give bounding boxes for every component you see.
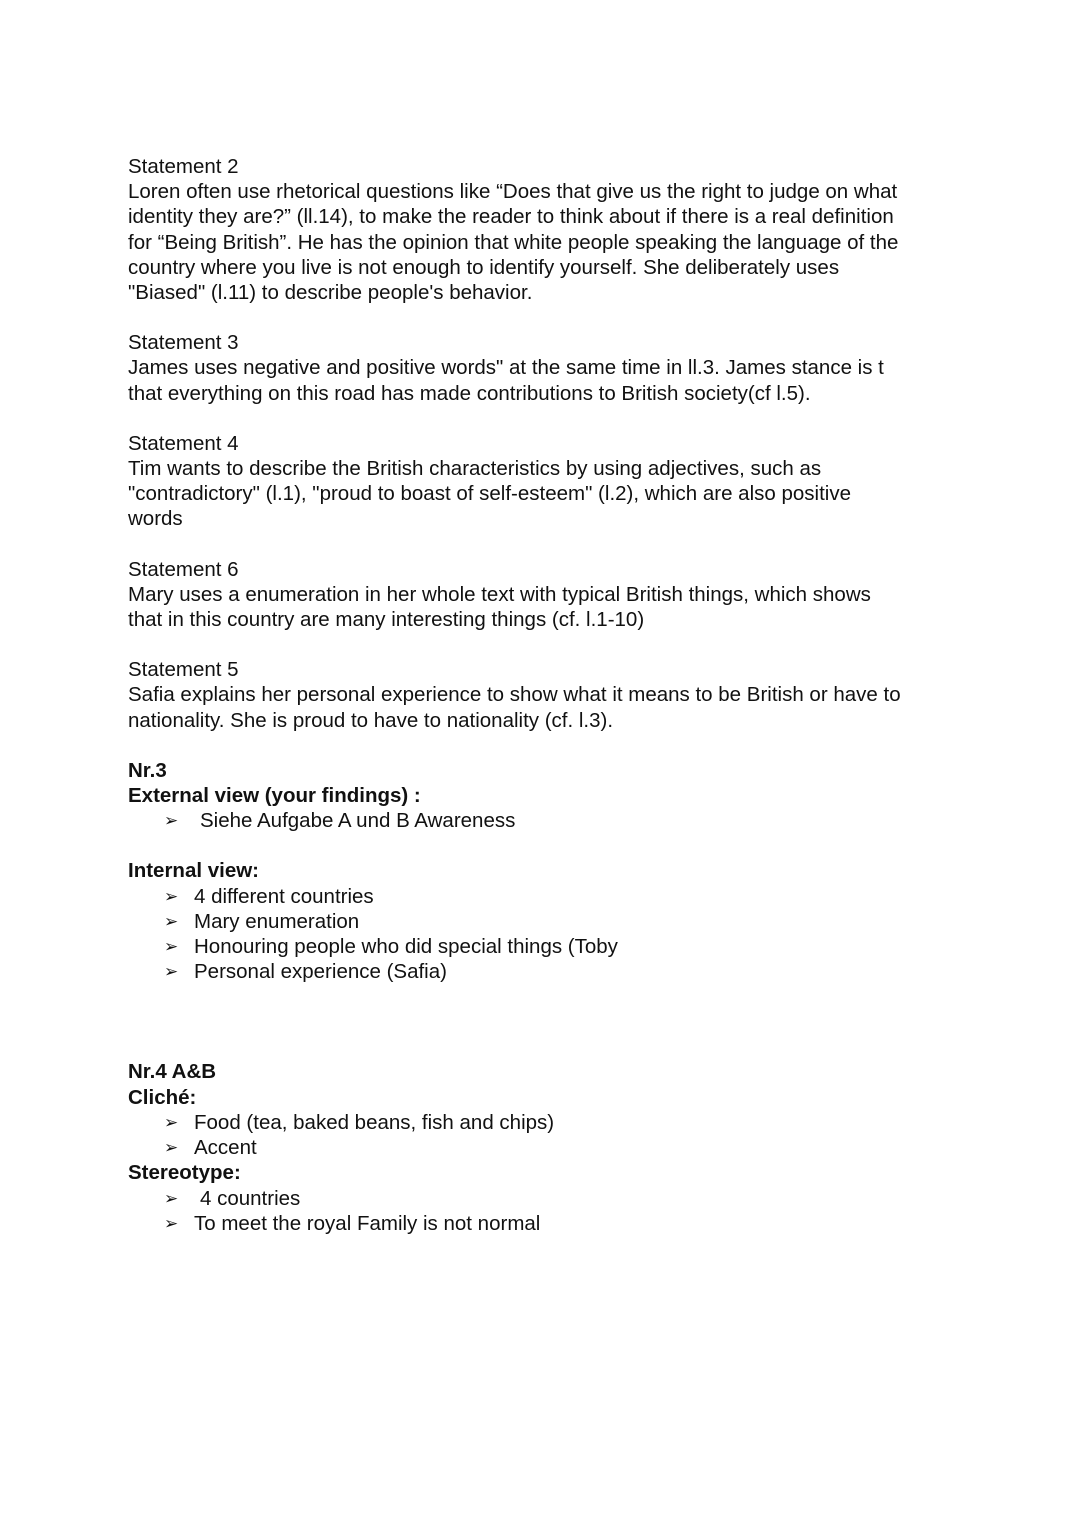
statement-line: Loren often use rhetorical questions like “Does that give us the right to judge on what bbox=[128, 180, 898, 204]
statement-3 bbox=[128, 330, 1008, 406]
statement-line: that in this country are many interesting things (cf. l.1-10) bbox=[128, 608, 645, 632]
list-item-text: Accent bbox=[194, 1136, 257, 1160]
list-item bbox=[128, 959, 1008, 984]
statement-title: Statement 3 bbox=[128, 331, 239, 355]
section-title: Nr.4 A&B bbox=[128, 1060, 217, 1084]
list-item bbox=[128, 1211, 1008, 1236]
statement-line: James uses negative and positive words" at the same time in ll.3. James stance is t bbox=[128, 356, 884, 380]
statement-line: country where you live is not enough to identify yourself. She deliberately uses bbox=[128, 255, 840, 279]
statement-5 bbox=[128, 657, 1008, 733]
stereotype-list bbox=[128, 1186, 1008, 1236]
nr3-section bbox=[128, 758, 1008, 834]
arrow-bullet-icon: ➢ bbox=[164, 1138, 179, 1158]
statement-line: Tim wants to describe the British characteristics by using adjectives, such as bbox=[128, 457, 822, 481]
list-item-text: Personal experience (Safia) bbox=[194, 960, 447, 984]
document-page bbox=[128, 154, 1008, 1236]
list-item bbox=[128, 909, 1008, 934]
nr4-section bbox=[128, 1059, 1008, 1235]
external-view-heading: External view (your findings) : bbox=[128, 784, 421, 808]
list-item-text: Siehe Aufgabe A und B Awareness bbox=[200, 809, 516, 833]
arrow-bullet-icon: ➢ bbox=[164, 1188, 179, 1208]
list-item bbox=[128, 808, 1008, 833]
list-item bbox=[128, 934, 1008, 959]
statement-line: "Biased" (l.11) to describe people's behavior. bbox=[128, 281, 533, 305]
arrow-bullet-icon: ➢ bbox=[164, 962, 179, 982]
statement-title: Statement 4 bbox=[128, 431, 239, 455]
cliche-heading: Cliché: bbox=[128, 1085, 197, 1109]
list-item bbox=[128, 1110, 1008, 1135]
list-item-text: 4 different countries bbox=[194, 884, 374, 908]
section-title: Nr.3 bbox=[128, 758, 167, 782]
statement-line: that everything on this road has made contributions to British society(cf l.5). bbox=[128, 381, 811, 405]
internal-view-heading: Internal view: bbox=[128, 859, 260, 883]
list-item bbox=[128, 1186, 1008, 1211]
arrow-bullet-icon: ➢ bbox=[164, 1112, 179, 1132]
list-item-text: Food (tea, baked beans, fish and chips) bbox=[194, 1110, 555, 1134]
statement-title: Statement 2 bbox=[128, 155, 239, 178]
statement-6 bbox=[128, 557, 1008, 633]
list-item bbox=[128, 884, 1008, 909]
statement-line: identity they are?” (ll.14), to make the reader to think about if there is a real definition bbox=[128, 205, 894, 229]
cliche-list bbox=[128, 1110, 1008, 1160]
list-item-text: To meet the royal Family is not normal bbox=[194, 1211, 541, 1235]
statement-line: Mary uses a enumeration in her whole text with typical British things, which shows bbox=[128, 582, 871, 606]
external-view-list bbox=[128, 808, 1008, 833]
statement-line: "contradictory" (l.1), "proud to boast of self-esteem" (l.2), which are also positive bbox=[128, 482, 851, 506]
arrow-bullet-icon: ➢ bbox=[164, 886, 179, 906]
nr3-internal bbox=[128, 858, 1008, 984]
list-item bbox=[128, 1135, 1008, 1160]
arrow-bullet-icon: ➢ bbox=[164, 911, 179, 931]
arrow-bullet-icon: ➢ bbox=[164, 811, 179, 831]
list-item-text: 4 countries bbox=[200, 1186, 301, 1210]
statement-line: words bbox=[128, 507, 183, 531]
statement-4 bbox=[128, 431, 1008, 532]
list-item-text: Honouring people who did special things (Toby bbox=[194, 935, 618, 959]
statement-line: Safia explains her personal experience to show what it means to be British or have to bbox=[128, 683, 901, 707]
statement-line: nationality. She is proud to have to nationality (cf. l.3). bbox=[128, 708, 614, 732]
statement-line: for “Being British”. He has the opinion that white people speaking the language of the bbox=[128, 230, 899, 254]
stereotype-heading: Stereotype: bbox=[128, 1161, 241, 1185]
list-item-text: Mary enumeration bbox=[194, 909, 360, 933]
arrow-bullet-icon: ➢ bbox=[164, 1213, 179, 1233]
arrow-bullet-icon: ➢ bbox=[164, 937, 179, 957]
statement-title: Statement 5 bbox=[128, 658, 239, 682]
statement-title: Statement 6 bbox=[128, 557, 239, 581]
statement-2 bbox=[128, 154, 1008, 305]
internal-view-list bbox=[128, 884, 1008, 985]
